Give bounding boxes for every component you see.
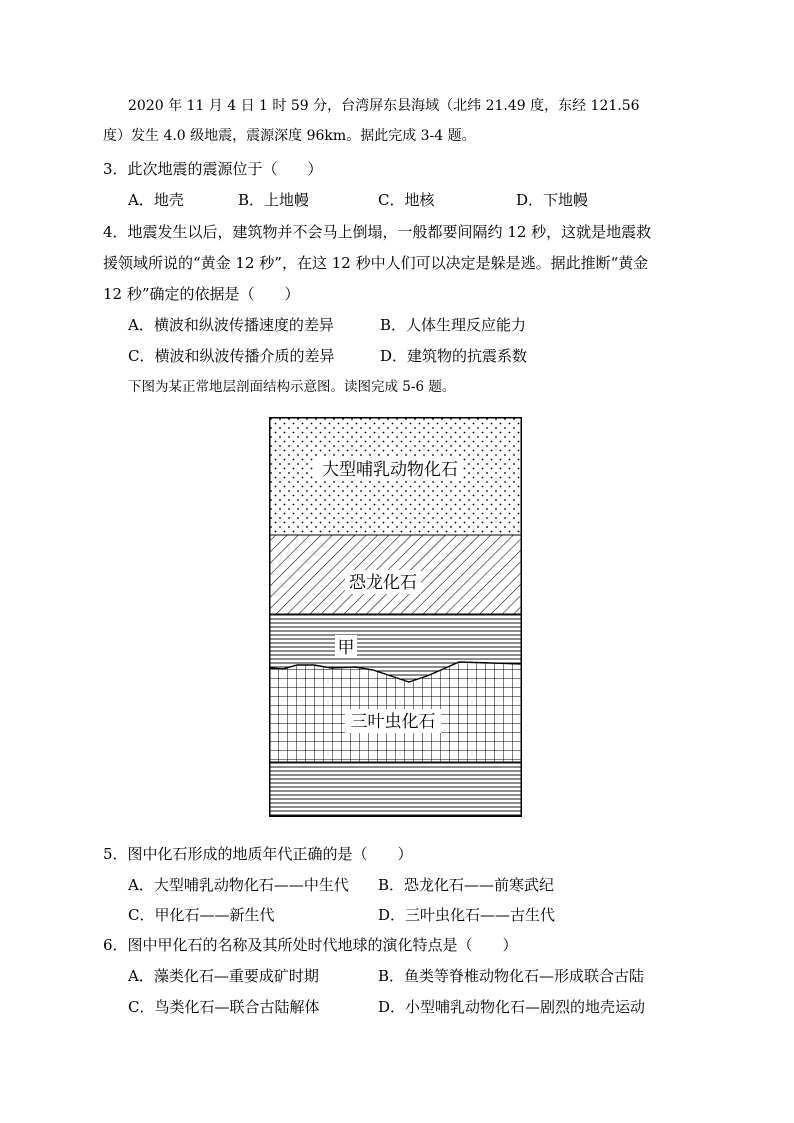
question-4-stem-line-1: 4．地震发生以后，建筑物并不会马上倒塌，一般都要间隔约 12 秒，这就是地震救 (103, 223, 652, 241)
question-6-option-c[interactable]: C．鸟类化石—联合古陆解体 (128, 998, 320, 1016)
question-5-option-d[interactable]: D．三叶虫化石——古生代 (378, 906, 556, 924)
question-6-option-a[interactable]: A．藻类化石—重要成矿时期 (128, 967, 319, 985)
question-5-option-a[interactable]: A．大型哺乳动物化石——中生代 (128, 876, 349, 894)
strata-diagram (269, 417, 522, 817)
label-jia: 甲 (337, 638, 355, 658)
layer-bottom (269, 762, 522, 817)
question-5-option-b[interactable]: B．恐龙化石——前寒武纪 (378, 876, 555, 894)
question-3-option-c[interactable]: C．地核 (378, 191, 435, 209)
question-4-option-d[interactable]: D．建筑物的抗震系数 (380, 347, 528, 365)
question-5-option-c[interactable]: C．甲化石——新生代 (128, 906, 275, 924)
question-4-stem-line-3: 12 秒”确定的依据是（ ） (103, 285, 300, 303)
question-3-option-d[interactable]: D．下地幔 (516, 191, 589, 209)
label-dinosaur-fossil: 恐龙化石 (349, 573, 417, 593)
question-6-stem: 6．图中甲化石的名称及其所处时代地球的演化特点是（ ） (103, 936, 518, 954)
intro-line-1: 2020 年 11 月 4 日 1 时 59 分，台湾屏东县海域（北纬 21.49 度，东经 121.56 (128, 98, 640, 114)
label-mammal-fossil: 大型哺乳动物化石 (322, 460, 458, 480)
question-4-stem-line-2: 援领域所说的“黄金 12 秒”，在这 12 秒中人们可以决定是躲是逃。据此推断“黄金 (103, 254, 649, 272)
question-6-option-b[interactable]: B．鱼类等脊椎动物化石—形成联合古陆 (378, 967, 645, 985)
question-4-option-c[interactable]: C．横波和纵波传播介质的差异 (128, 347, 335, 365)
question-3-stem: 3．此次地震的震源位于（ ） (103, 160, 323, 178)
intro-line-2: 度）发生 4.0 级地震，震源深度 96km。据此完成 3-4 题。 (103, 128, 476, 144)
intro-2: 下图为某正常地层剖面结构示意图。读图完成 5-6 题。 (128, 379, 456, 395)
question-4-option-a[interactable]: A．横波和纵波传播速度的差异 (128, 316, 334, 334)
question-6-option-d[interactable]: D．小型哺乳动物化石—剧烈的地壳运动 (378, 998, 646, 1016)
question-4-option-b[interactable]: B．人体生理反应能力 (380, 316, 527, 334)
label-trilobite-fossil: 三叶虫化石 (350, 712, 436, 732)
question-3-option-b[interactable]: B．上地幔 (238, 191, 310, 209)
question-3-option-a[interactable]: A．地壳 (128, 191, 184, 209)
question-5-stem: 5．图中化石形成的地质年代正确的是（ ） (103, 845, 413, 863)
